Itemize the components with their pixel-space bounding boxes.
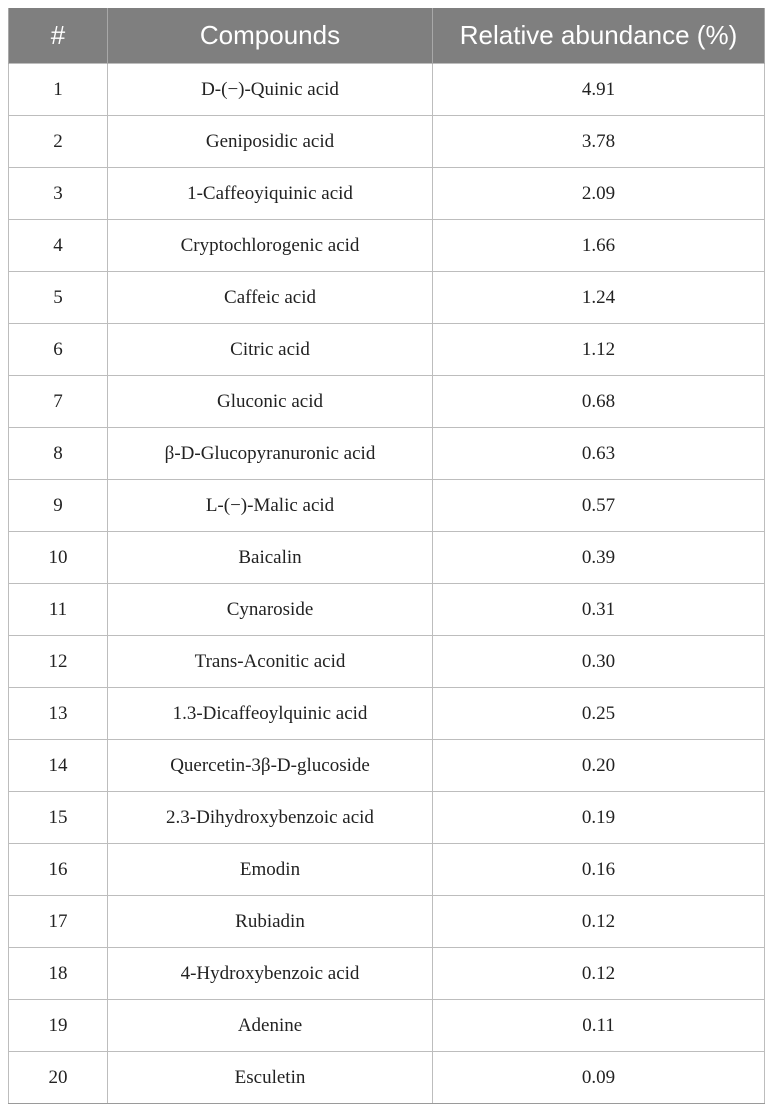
table-row xyxy=(9,584,765,636)
row-number-cell: 15 xyxy=(9,792,108,844)
relative-abundance-cell: 0.16 xyxy=(433,844,765,896)
table-row xyxy=(9,948,765,1000)
row-number-cell: 14 xyxy=(9,740,108,792)
relative-abundance-cell: 1.24 xyxy=(433,272,765,324)
compound-name-cell: Baicalin xyxy=(108,532,433,584)
row-number-cell: 4 xyxy=(9,220,108,272)
compound-name-cell: Trans-Aconitic acid xyxy=(108,636,433,688)
relative-abundance-cell: 0.11 xyxy=(433,1000,765,1052)
compound-name-cell: Geniposidic acid xyxy=(108,116,433,168)
table-row xyxy=(9,168,765,220)
relative-abundance-cell: 3.78 xyxy=(433,116,765,168)
row-number-cell: 5 xyxy=(9,272,108,324)
compound-name-cell: 2.3-Dihydroxybenzoic acid xyxy=(108,792,433,844)
row-number-cell: 11 xyxy=(9,584,108,636)
row-number-cell: 13 xyxy=(9,688,108,740)
table-row xyxy=(9,480,765,532)
row-number-cell: 19 xyxy=(9,1000,108,1052)
relative-abundance-cell: 0.68 xyxy=(433,376,765,428)
relative-abundance-cell: 0.12 xyxy=(433,948,765,1000)
table-row xyxy=(9,428,765,480)
header-compounds: Compounds xyxy=(108,8,433,64)
header-relative-abundance: Relative abundance (%) xyxy=(433,8,765,64)
header-number: # xyxy=(9,8,108,64)
table-row xyxy=(9,324,765,376)
table-row xyxy=(9,64,765,116)
compound-name-cell: 1-Caffeoyiquinic acid xyxy=(108,168,433,220)
table-row xyxy=(9,636,765,688)
compound-name-cell: Esculetin xyxy=(108,1052,433,1104)
compound-name-cell: Gluconic acid xyxy=(108,376,433,428)
compound-name-cell: Cryptochlorogenic acid xyxy=(108,220,433,272)
relative-abundance-cell: 1.66 xyxy=(433,220,765,272)
relative-abundance-cell: 0.63 xyxy=(433,428,765,480)
row-number-cell: 18 xyxy=(9,948,108,1000)
header-row xyxy=(9,8,765,64)
relative-abundance-cell: 0.25 xyxy=(433,688,765,740)
relative-abundance-cell: 0.39 xyxy=(433,532,765,584)
relative-abundance-cell: 0.30 xyxy=(433,636,765,688)
table-row xyxy=(9,688,765,740)
compound-name-cell: L-(−)-Malic acid xyxy=(108,480,433,532)
relative-abundance-cell: 0.20 xyxy=(433,740,765,792)
row-number-cell: 1 xyxy=(9,64,108,116)
table-row xyxy=(9,792,765,844)
row-number-cell: 17 xyxy=(9,896,108,948)
row-number-cell: 3 xyxy=(9,168,108,220)
row-number-cell: 8 xyxy=(9,428,108,480)
row-number-cell: 20 xyxy=(9,1052,108,1104)
row-number-cell: 16 xyxy=(9,844,108,896)
table-row xyxy=(9,116,765,168)
compounds-table xyxy=(8,8,765,1104)
table-row xyxy=(9,740,765,792)
compound-name-cell: Rubiadin xyxy=(108,896,433,948)
relative-abundance-cell: 1.12 xyxy=(433,324,765,376)
table-row xyxy=(9,220,765,272)
compound-name-cell: Citric acid xyxy=(108,324,433,376)
row-number-cell: 2 xyxy=(9,116,108,168)
row-number-cell: 6 xyxy=(9,324,108,376)
compound-name-cell: D-(−)-Quinic acid xyxy=(108,64,433,116)
relative-abundance-cell: 0.12 xyxy=(433,896,765,948)
relative-abundance-cell: 4.91 xyxy=(433,64,765,116)
row-number-cell: 12 xyxy=(9,636,108,688)
compound-name-cell: Cynaroside xyxy=(108,584,433,636)
compound-name-cell: Caffeic acid xyxy=(108,272,433,324)
compound-name-cell: Adenine xyxy=(108,1000,433,1052)
relative-abundance-cell: 2.09 xyxy=(433,168,765,220)
relative-abundance-cell: 0.31 xyxy=(433,584,765,636)
table-row xyxy=(9,272,765,324)
relative-abundance-cell: 0.19 xyxy=(433,792,765,844)
table-header xyxy=(9,8,765,64)
table-row xyxy=(9,1000,765,1052)
row-number-cell: 9 xyxy=(9,480,108,532)
compound-name-cell: 4-Hydroxybenzoic acid xyxy=(108,948,433,1000)
table-body xyxy=(9,64,765,1104)
table-row xyxy=(9,844,765,896)
row-number-cell: 7 xyxy=(9,376,108,428)
compound-name-cell: Emodin xyxy=(108,844,433,896)
compound-name-cell: 1.3-Dicaffeoylquinic acid xyxy=(108,688,433,740)
relative-abundance-cell: 0.09 xyxy=(433,1052,765,1104)
table-row xyxy=(9,896,765,948)
compound-name-cell: β-D-Glucopyranuronic acid xyxy=(108,428,433,480)
table-row xyxy=(9,1052,765,1104)
compound-name-cell: Quercetin-3β-D-glucoside xyxy=(108,740,433,792)
table-row xyxy=(9,376,765,428)
relative-abundance-cell: 0.57 xyxy=(433,480,765,532)
row-number-cell: 10 xyxy=(9,532,108,584)
table-row xyxy=(9,532,765,584)
